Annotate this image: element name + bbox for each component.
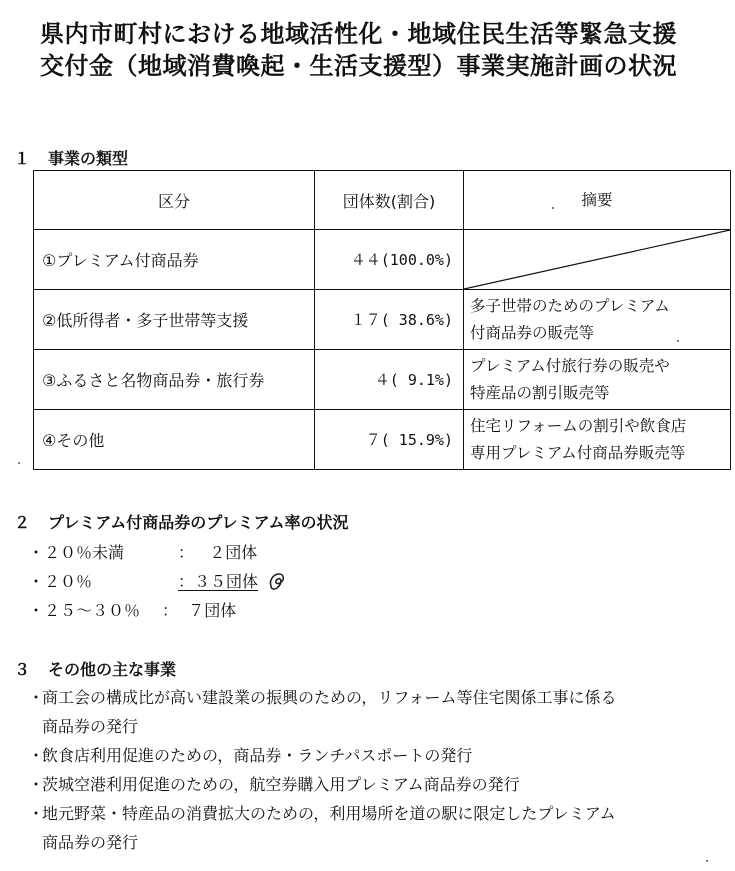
- list-item: [28, 683, 728, 741]
- premium-rate-list: [28, 538, 258, 625]
- item-line: 商品券の発行: [42, 833, 139, 852]
- row-summary: [464, 410, 731, 470]
- section-3-title: その他の主な事業: [48, 660, 177, 679]
- list-item: [28, 770, 728, 799]
- summary-line: プレミアム付旅行券の販売や: [470, 356, 670, 375]
- header-summary: 摘要: [464, 171, 731, 230]
- rate-value: ３５団体: [194, 572, 259, 591]
- bullet: ・: [28, 775, 45, 794]
- table-row: [34, 410, 731, 470]
- list-item: [28, 596, 258, 625]
- bullet: ・: [28, 746, 45, 765]
- rate-label: ２０％未満: [44, 543, 125, 562]
- summary-line: 特産品の割引販売等: [470, 383, 610, 402]
- summary-line: 付商品券の販売等: [470, 323, 595, 342]
- header-category: 区分: [34, 171, 315, 230]
- handwritten-check-icon: [266, 570, 288, 592]
- section-3-heading: [14, 657, 176, 680]
- scan-speck: [706, 860, 708, 862]
- item-line: 飲食店利用促進のための，商品券・ランチパスポートの発行: [42, 746, 473, 765]
- table-row: [34, 230, 731, 290]
- title-line-1: 県内市町村における地域活性化・地域住民生活等緊急支援: [40, 20, 677, 48]
- row-summary: [464, 350, 731, 410]
- header-count: 団体数(割合): [315, 171, 464, 230]
- list-item: [28, 741, 728, 770]
- separator: ：: [162, 601, 179, 620]
- item-line: 茨城空港利用促進のための，航空券購入用プレミアム商品券の発行: [42, 775, 520, 794]
- scan-speck: [18, 462, 20, 464]
- section-2-heading: [14, 510, 348, 533]
- row-category: ①プレミアム付商品券: [34, 230, 315, 290]
- rate-label: ２０％: [44, 572, 93, 591]
- row-category: ③ふるさと名物商品券・旅行券: [34, 350, 315, 410]
- section-3-number: ３: [14, 660, 31, 679]
- bullet: ・: [28, 804, 45, 823]
- row-summary: [464, 290, 731, 350]
- other-projects-list: [28, 683, 728, 857]
- bullet: ・: [28, 543, 45, 562]
- list-item: [28, 799, 728, 857]
- section-1-heading: [14, 146, 128, 169]
- table-row: [34, 290, 731, 350]
- document-title: [40, 18, 730, 82]
- row-category: ④その他: [34, 410, 315, 470]
- item-line: 商品券の発行: [42, 717, 139, 736]
- summary-line: 住宅リフォームの割引や飲食店: [470, 416, 687, 435]
- row-count: １７( 38.6%): [315, 290, 464, 350]
- business-type-table: [33, 170, 731, 470]
- summary-line: 多子世帯のためのプレミアム: [470, 296, 670, 315]
- rate-label: ２５～３０％: [44, 601, 141, 620]
- summary-line: 専用プレミアム付商品券販売等: [470, 443, 686, 462]
- diagonal-strike-line: [464, 230, 730, 289]
- bullet: ・: [28, 601, 45, 620]
- bullet: ・: [28, 572, 45, 591]
- title-line-2: 交付金（地域消費喚起・生活支援型）事業実施計画の状況: [40, 52, 677, 80]
- list-item: [28, 538, 258, 567]
- section-2-number: ２: [14, 513, 31, 532]
- scan-speck: [552, 207, 554, 209]
- table-header-row: [34, 171, 731, 230]
- item-line: 地元野菜・特産品の消費拡大のための，利用場所を道の駅に限定したプレミアム: [42, 804, 616, 823]
- bullet: ・: [28, 688, 45, 707]
- item-line: 商工会の構成比が高い建設業の振興のための，リフォーム等住宅関係工事に係る: [42, 688, 617, 707]
- section-2-title: プレミアム付商品券のプレミアム率の状況: [48, 513, 349, 532]
- row-count: ４( 9.1%): [315, 350, 464, 410]
- row-count: ４４(100.0%): [315, 230, 464, 290]
- row-summary-empty: [464, 230, 731, 290]
- separator: ：: [178, 572, 195, 591]
- separator: ：: [178, 543, 195, 562]
- scan-speck: [677, 340, 679, 342]
- rate-value: ７団体: [188, 601, 237, 620]
- section-1-number: １: [14, 149, 31, 168]
- section-1-title: 事業の類型: [48, 149, 129, 168]
- row-count: ７( 15.9%): [315, 410, 464, 470]
- list-item: [28, 567, 258, 596]
- table-row: [34, 350, 731, 410]
- rate-value: ２団体: [209, 543, 258, 562]
- row-category: ②低所得者・多子世帯等支援: [34, 290, 315, 350]
